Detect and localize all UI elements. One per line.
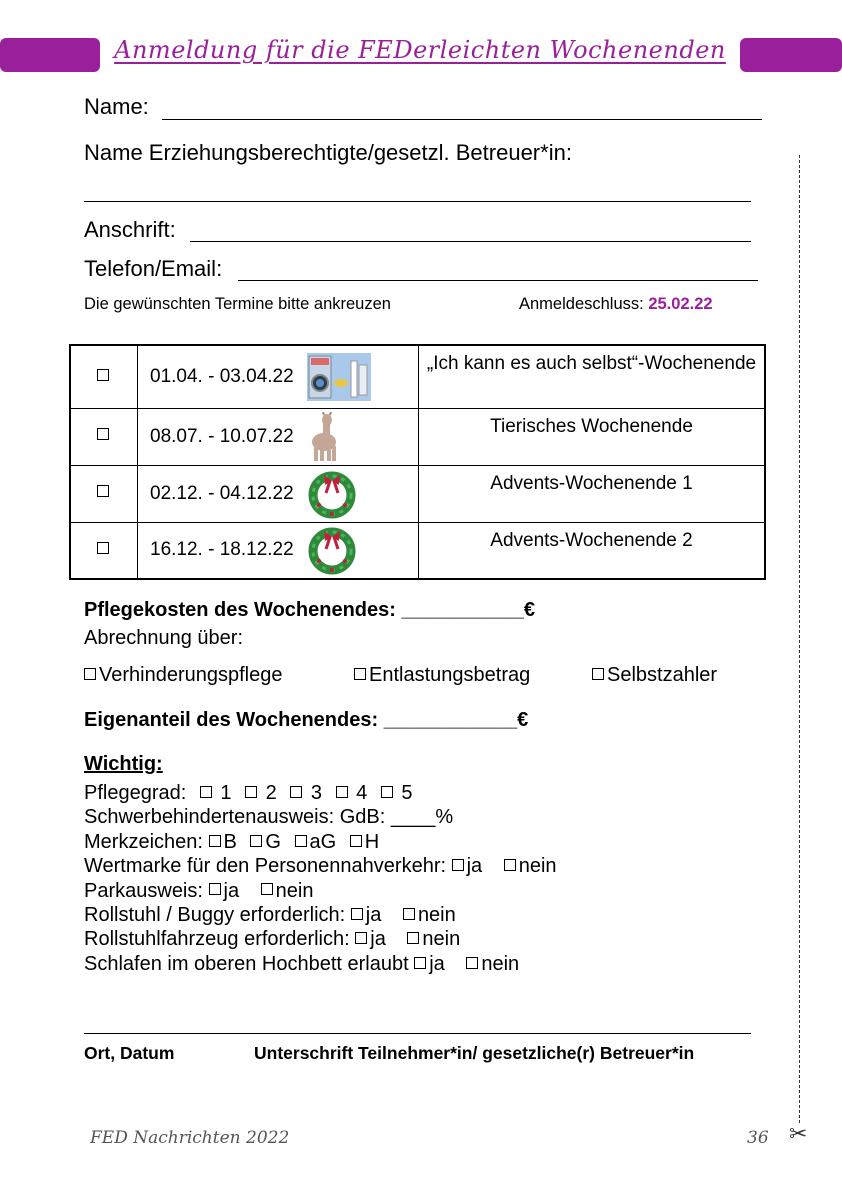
bunk-bed-row: Schlafen im oberen Hochbett erlaubt ja nein xyxy=(84,952,520,975)
wreath-icon xyxy=(307,525,357,575)
signature-line[interactable] xyxy=(84,1033,751,1034)
header-bar-right xyxy=(740,38,842,72)
no-checkbox[interactable] xyxy=(504,859,516,871)
weekend-dates: 08.07. - 10.07.22 xyxy=(150,425,294,447)
table-row xyxy=(70,465,765,522)
care-level-checkbox[interactable] xyxy=(200,786,212,798)
billing-option[interactable]: Selbstzahler xyxy=(592,664,717,687)
yes-checkbox[interactable] xyxy=(355,932,367,944)
weekend-dates: 16.12. - 18.12.22 xyxy=(150,539,294,561)
place-date-label: Ort, Datum xyxy=(84,1043,175,1063)
address-label: Anschrift: xyxy=(84,217,176,242)
yes-checkbox[interactable] xyxy=(209,883,221,895)
mark-checkbox[interactable] xyxy=(295,835,307,847)
scissors-icon: ✂ xyxy=(789,1121,808,1146)
contact-label: Telefon/Email: xyxy=(84,256,223,281)
weekend-checkbox[interactable] xyxy=(97,542,109,554)
footer-publication: FED Nachrichten 2022 xyxy=(90,1128,290,1148)
mark-checkbox[interactable] xyxy=(350,835,362,847)
billing-option[interactable]: Entlastungsbetrag xyxy=(354,664,530,687)
own-share: Eigenanteil des Wochenendes: ____________€ xyxy=(84,709,529,731)
care-level-checkbox[interactable] xyxy=(245,786,257,798)
weekend-checkbox[interactable] xyxy=(97,369,109,381)
alpaca-icon xyxy=(307,412,341,462)
name-field[interactable] xyxy=(162,119,762,120)
signature-label: Unterschrift Teilnehmer*in/ gesetzliche(r) Betreuer*in xyxy=(254,1043,695,1063)
care-level-checkbox[interactable] xyxy=(381,786,393,798)
table-row xyxy=(70,408,765,465)
deadline-date: 25.02.22 xyxy=(648,295,713,313)
marks-row: Merkzeichen: B G aG H xyxy=(84,830,380,853)
billing-label: Abrechnung über: xyxy=(84,627,244,649)
wheelchair-row: Rollstuhl / Buggy erforderlich: ja nein xyxy=(84,904,456,927)
care-level-checkbox[interactable] xyxy=(290,786,302,798)
care-level-checkbox[interactable] xyxy=(336,786,348,798)
deadline-label: Anmeldeschluss: xyxy=(519,295,644,313)
disability-row: Schwerbehindertenausweis: GdB: ____% xyxy=(84,806,454,829)
billing-checkbox[interactable] xyxy=(592,668,604,680)
no-checkbox[interactable] xyxy=(403,908,415,920)
mark-checkbox[interactable] xyxy=(250,835,262,847)
yes-checkbox[interactable] xyxy=(351,908,363,920)
household-icon xyxy=(307,353,371,401)
contact-field[interactable] xyxy=(238,280,758,281)
weekend-checkbox[interactable] xyxy=(97,428,109,440)
weekend-title: Advents-Wochenende 1 xyxy=(419,465,766,522)
weekend-dates: 01.04. - 03.04.22 xyxy=(150,365,294,387)
billing-checkbox[interactable] xyxy=(354,668,366,680)
page-title: Anmeldung für die FEDerleichten Wochenenden xyxy=(114,36,726,64)
care-cost: Pflegekosten des Wochenendes: ___________€ xyxy=(84,599,535,621)
weekend-checkbox[interactable] xyxy=(97,485,109,497)
important-list xyxy=(84,781,557,976)
page-number: 36 xyxy=(747,1128,769,1148)
wheelchair-vehicle-row: Rollstuhlfahrzeug erforderlich: ja nein xyxy=(84,928,461,951)
header-bar-left xyxy=(0,38,100,72)
billing-option[interactable]: Verhinderungspflege xyxy=(84,664,282,687)
deadline xyxy=(519,295,713,314)
no-checkbox[interactable] xyxy=(407,932,419,944)
select-dates-instruction: Die gewünschten Termine bitte ankreuzen xyxy=(84,295,391,313)
table-row xyxy=(70,345,765,408)
no-checkbox[interactable] xyxy=(261,883,273,895)
transport-token-row: Wertmarke für den Personennahverkehr: ja nein xyxy=(84,855,557,878)
weekend-title: Tierisches Wochenende xyxy=(419,408,766,465)
yes-checkbox[interactable] xyxy=(414,957,426,969)
weekend-dates: 02.12. - 04.12.22 xyxy=(150,482,294,504)
weekend-title: Advents-Wochenende 2 xyxy=(419,522,766,579)
no-checkbox[interactable] xyxy=(466,957,478,969)
guardian-field[interactable] xyxy=(84,201,751,202)
name-label: Name: xyxy=(84,94,149,119)
mark-checkbox[interactable] xyxy=(209,835,221,847)
weekend-table xyxy=(69,344,766,580)
cut-line xyxy=(799,155,800,1123)
wreath-icon xyxy=(307,469,357,519)
table-row xyxy=(70,522,765,579)
guardian-label: Name Erziehungsberechtigte/gesetzl. Betreuer*in: xyxy=(84,140,572,165)
billing-checkbox[interactable] xyxy=(84,668,96,680)
yes-checkbox[interactable] xyxy=(452,859,464,871)
weekend-title: „Ich kann es auch selbst“-Wochenende xyxy=(419,345,766,408)
important-heading: Wichtig: xyxy=(84,753,163,775)
care-level-row: Pflegegrad: 1 2 3 4 5 xyxy=(84,782,413,804)
address-field[interactable] xyxy=(190,241,751,242)
parking-row: Parkausweis: ja nein xyxy=(84,879,314,902)
